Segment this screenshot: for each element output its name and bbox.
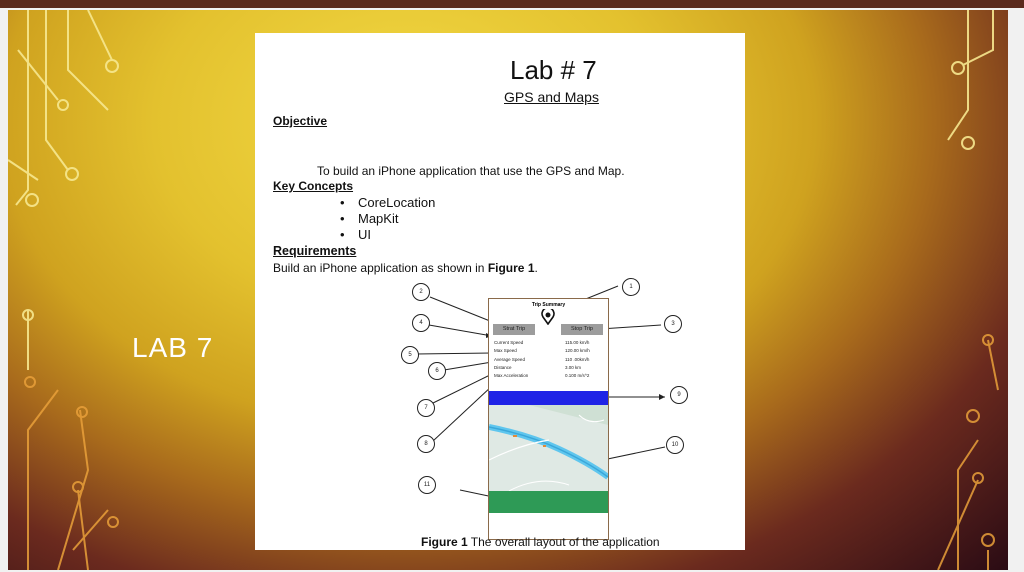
doc-title: Lab # 7 <box>510 55 597 85</box>
speed-bar <box>489 391 608 405</box>
stat-label: Max Speed <box>494 348 517 353</box>
stat-label: Average Speed <box>494 357 525 362</box>
requirements-prefix: Build an iPhone application as shown in <box>273 261 488 275</box>
doc-subtitle: GPS and Maps <box>504 89 599 105</box>
stat-value: 0.100 m/s^2 <box>565 373 590 378</box>
stat-label: Max Acceleration <box>494 373 529 378</box>
caption-label: Figure 1 <box>421 535 468 549</box>
start-trip-button[interactable]: Strat Trip <box>493 324 535 335</box>
callout-4: 4 <box>412 314 430 332</box>
callout-7: 7 <box>417 399 435 417</box>
callout-5: 5 <box>401 346 419 364</box>
stat-label: Current Speed <box>494 340 524 345</box>
app-mockup <box>488 298 609 540</box>
stat-label: Distance <box>494 365 512 370</box>
callout-3: 3 <box>664 315 682 333</box>
map-view[interactable] <box>489 405 608 491</box>
callout-11: 11 <box>418 476 436 494</box>
caption-text: The overall layout of the application <box>467 535 660 549</box>
key-concepts-heading: Key Concepts <box>273 179 354 193</box>
callout-2: 2 <box>412 283 430 301</box>
requirements-suffix: . <box>534 261 538 275</box>
callout-9: 9 <box>670 386 688 404</box>
objective-heading: Objective <box>273 114 328 128</box>
stat-value: 120.00 km/h <box>565 348 590 353</box>
callout-8: 8 <box>417 435 435 453</box>
figure-caption <box>421 535 660 549</box>
top-bar <box>0 0 1024 8</box>
callout-10: 10 <box>666 436 684 454</box>
key-concept-item: • MapKit <box>358 211 398 226</box>
callout-1: 1 <box>622 278 640 296</box>
requirements-heading: Requirements <box>273 244 357 258</box>
key-concept-item: • UI <box>358 227 371 242</box>
slide-title: LAB 7 <box>132 332 214 363</box>
document-page <box>255 33 745 550</box>
key-concept-item: • CoreLocation <box>358 195 435 210</box>
map-pin-icon <box>541 309 555 325</box>
bottom-bar <box>489 491 608 513</box>
map-roads <box>489 405 608 491</box>
callout-6: 6 <box>428 362 446 380</box>
objective-text: To build an iPhone application that use the GPS and Map. <box>317 164 625 178</box>
stat-value: 3.00 km <box>565 365 582 370</box>
stat-value: 110 .00km/h <box>565 357 590 362</box>
stat-value: 115.00 km/h <box>565 340 590 345</box>
requirements-figure-ref: Figure 1 <box>487 261 535 275</box>
stop-trip-button[interactable]: Stop Trip <box>561 324 603 335</box>
mockup-screen-title: Trip Summary <box>531 302 566 308</box>
